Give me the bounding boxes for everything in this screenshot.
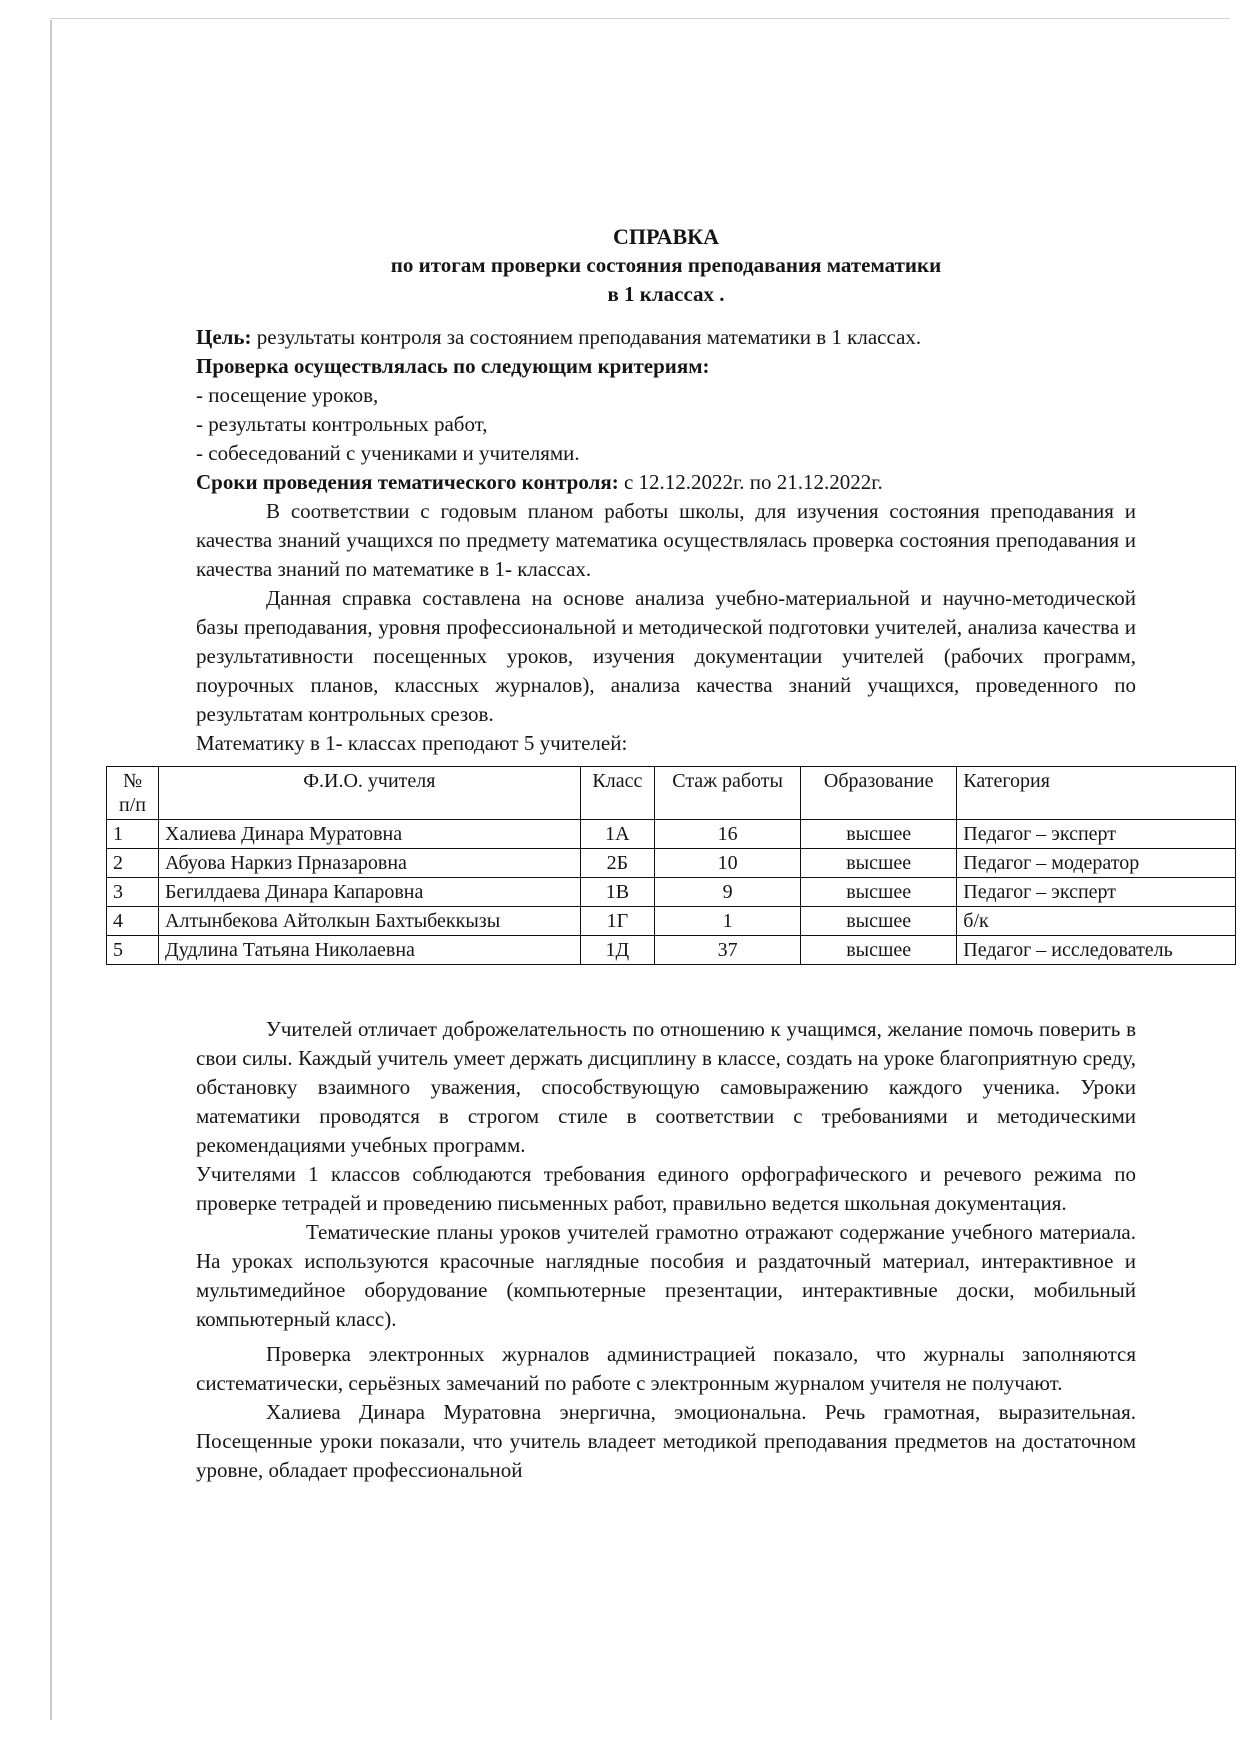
dates-text: с 12.12.2022г. по 21.12.2022г. (618, 470, 883, 494)
table-cell-class: 2Б (580, 849, 655, 878)
table-cell-education: высшее (801, 907, 957, 936)
table-header-cell: Образование (801, 767, 957, 820)
table-header-cell: Стаж работы (655, 767, 801, 820)
table-cell-category: Педагог – эксперт (957, 878, 1236, 907)
paragraph-intro: В соответствии с годовым планом работы школы, для изучения состояния преподавания и качества знаний учащихся по предмету математика осуществлялась проверка состояния преподавания и качества знаний по математике в 1- классах. (196, 499, 1136, 581)
scan-edge-top (50, 18, 1230, 19)
paragraph-body: Учителей отличает доброжелательность по отношению к учащимся, желание помочь поверить в свои силы. Каждый учитель умеет держать дисциплину в классе, создать на уроке благоприятную среду, обстановку взаимного уважения, способствующую самовыражению каждого ученика. Уроки математики проводятся в строгом стиле в соответствии с требованиями и методическими рекомендациями учебных программ. (196, 1017, 1136, 1157)
table-cell-class: 1Г (580, 907, 655, 936)
paragraph-body: Проверка электронных журналов администрацией показало, что журналы заполняются систематически, серьёзных замечаний по работе с электронным журналом учителя не получают. (196, 1342, 1136, 1395)
table-cell-category: б/к (957, 907, 1236, 936)
table-cell-name: Дудлина Татьяна Николаевна (159, 936, 581, 965)
table-cell-num: 5 (107, 936, 159, 965)
table-row (107, 849, 1236, 878)
table-cell-name: Абуова Наркиз Прназаровна (159, 849, 581, 878)
criteria-item: - посещение уроков, (196, 383, 379, 407)
table-cell-experience: 9 (655, 878, 801, 907)
table-cell-experience: 37 (655, 936, 801, 965)
table-cell-category: Педагог – исследователь (957, 936, 1236, 965)
table-header-cell: Класс (580, 767, 655, 820)
goal-text: результаты контроля за состоянием преподавания математики в 1 классах. (251, 325, 922, 349)
body-section (196, 1015, 1136, 1485)
table-row (107, 878, 1236, 907)
table-cell-num: 3 (107, 878, 159, 907)
paragraph-body: Учителями 1 классов соблюдаются требования единого орфографического и речевого режима по проверке тетрадей и проведению письменных работ, правильно ведется школьная документация. (196, 1162, 1136, 1215)
table-cell-category: Педагог – модератор (957, 849, 1236, 878)
table-header-row (107, 767, 1236, 820)
table-header-cell: Категория (957, 767, 1236, 820)
table-cell-name: Халиева Динара Муратовна (159, 820, 581, 849)
teachers-count-line: Математику в 1- классах преподают 5 учителей: (196, 731, 628, 755)
teachers-table (106, 766, 1236, 965)
table-cell-name: Алтынбекова Айтолкын Бахтыбеккызы (159, 907, 581, 936)
dates-line (196, 468, 1136, 497)
table-cell-num: 2 (107, 849, 159, 878)
goal-line (196, 323, 1136, 352)
criteria-item: - результаты контрольных работ, (196, 412, 488, 436)
table-cell-class: 1В (580, 878, 655, 907)
table-cell-category: Педагог – эксперт (957, 820, 1236, 849)
table-row (107, 907, 1236, 936)
document-subtitle-line2: в 1 классах . (607, 282, 725, 306)
criteria-heading (196, 352, 1136, 381)
table-cell-education: высшее (801, 849, 957, 878)
document-title: СПРАВКА (612, 224, 720, 249)
table-cell-education: высшее (801, 878, 957, 907)
paragraph-intro: Данная справка составлена на основе анализа учебно-материальной и научно-методической базы преподавания, уровня профессиональной и методической подготовки учителей, анализа качества и результативности посещенных уроков, изучения документации учителей (рабочих программ, поурочных планов, классных журналов), анализа качества знаний учащихся, проведенного по результатам контрольных срезов. (196, 586, 1136, 726)
table-header-cell: Ф.И.О. учителя (159, 767, 581, 820)
table-cell-num: 4 (107, 907, 159, 936)
table-row (107, 936, 1236, 965)
document-subtitle-line1: по итогам проверки состояния преподавания математики (390, 253, 942, 277)
criteria-heading-text: Проверка осуществлялась по следующим критериям: (196, 354, 710, 378)
criteria-item: - собеседований с учениками и учителями. (196, 441, 580, 465)
table-cell-class: 1А (580, 820, 655, 849)
table-cell-education: высшее (801, 820, 957, 849)
table-cell-name: Бегилдаева Динара Капаровна (159, 878, 581, 907)
table-cell-num: 1 (107, 820, 159, 849)
table-cell-class: 1Д (580, 936, 655, 965)
table-cell-education: высшее (801, 936, 957, 965)
spacer (196, 309, 1136, 323)
scan-edge-shadow (50, 20, 52, 1720)
paragraph-body: Тематические планы уроков учителей грамотно отражают содержание учебного материала. На уроках используются красочные наглядные пособия и раздаточный материал, интерактивное и мультимедийное оборудование (компьютерные презентации, интерактивные доски, мобильный компьютерный класс). (196, 1220, 1136, 1331)
table-header-cell: № п/п (107, 767, 159, 820)
dates-label: Сроки проведения тематического контроля: (196, 470, 619, 494)
paragraph-body: Халиева Динара Муратовна энергична, эмоциональна. Речь грамотная, выразительная. Посещенные уроки показали, что учитель владеет методикой преподавания предметов на достаточном уровне, обладает профессиональной (196, 1400, 1136, 1482)
table-cell-experience: 1 (655, 907, 801, 936)
table-cell-experience: 10 (655, 849, 801, 878)
document-body (113, 222, 1173, 1485)
table-cell-experience: 16 (655, 820, 801, 849)
goal-label: Цель: (196, 325, 252, 349)
table-row (107, 820, 1236, 849)
